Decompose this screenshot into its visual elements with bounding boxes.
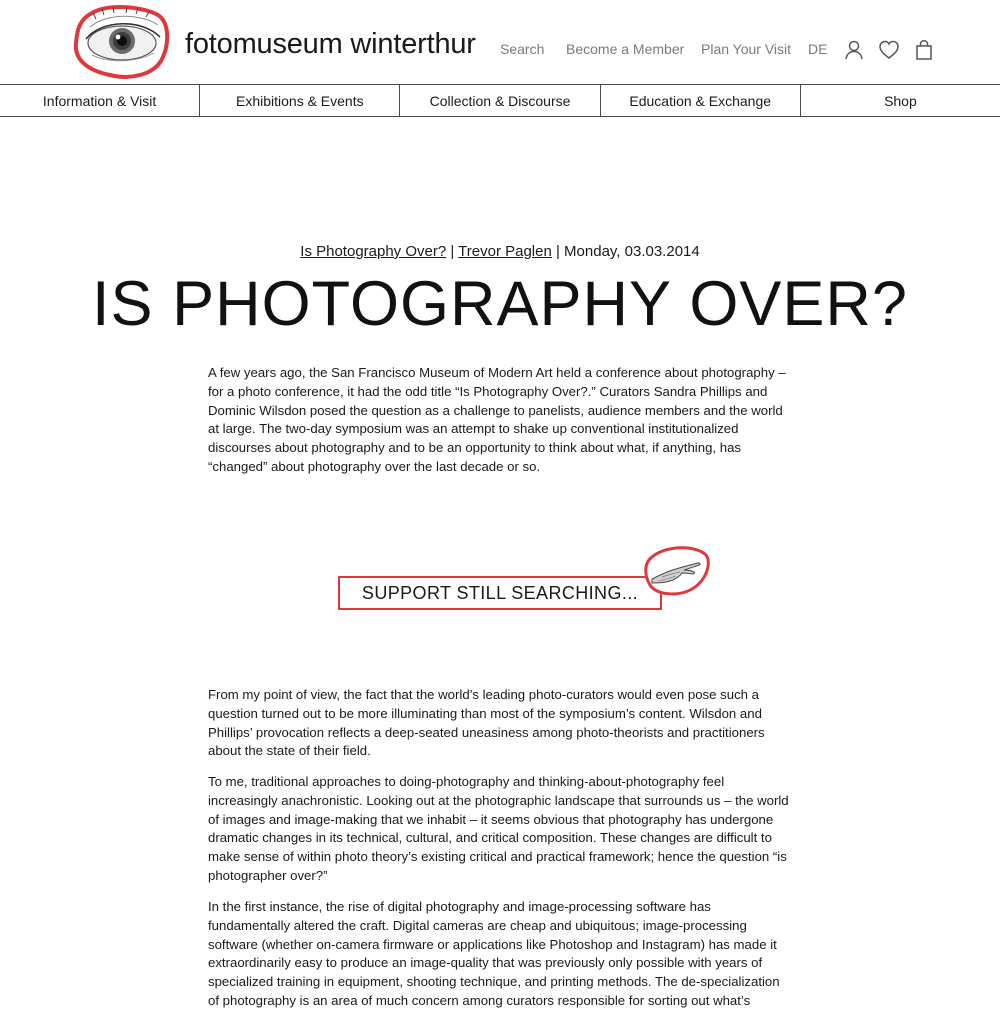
bag-icon[interactable]: [913, 39, 935, 61]
body-paragraph-3: In the first instance, the rise of digital photography and image-processing software has fundamentally altered the craft. Digital cameras are cheap and ubiquitous; image-processing software (whether on-camera firmware or applications like Photoshop and Instagram) has made it extraordinarily easy to produce an image-quality that was previously only possible with years of specialized training in equipment, shooting technique, and printing methods. The de-specialization of photography is an area of much concern among curators responsible for sorting out what’s: [208, 899, 780, 1008]
nav-exhibitions-events[interactable]: Exhibitions & Events: [200, 85, 400, 116]
author-link[interactable]: Trevor Paglen: [458, 243, 552, 260]
article-title: IS PHOTOGRAPHY OVER?: [92, 269, 908, 339]
become-member-link[interactable]: Become a Member: [566, 41, 685, 57]
support-button[interactable]: SUPPORT STILL SEARCHING...: [338, 576, 662, 610]
heart-icon[interactable]: [878, 39, 900, 61]
series-link[interactable]: Is Photography Over?: [300, 243, 447, 260]
article-meta: [0, 243, 1000, 260]
nav-shop[interactable]: Shop: [884, 92, 917, 109]
brand-name[interactable]: fotomuseum winterthur: [185, 28, 476, 60]
account-icon[interactable]: [843, 39, 865, 61]
body-paragraph-2: To me, traditional approaches to doing-photography and thinking-about-photography feel increasingly anachronistic. Looking out at the photographic landscape that surrounds us – the world of images and image-making that we inhabit – it seems obvious that photography has undergone dramatic changes in its technical, cultural, and critical composition. These changes are difficult to make sense of within photo theory’s existing critical and practical framework; hence the question “is photographer over?”: [208, 774, 789, 883]
language-switch[interactable]: DE: [808, 41, 828, 57]
nav-education-exchange[interactable]: Education & Exchange: [601, 85, 801, 116]
main-navigation: [0, 84, 1000, 117]
search-link[interactable]: Search: [500, 41, 545, 57]
site-header: [0, 0, 1000, 84]
meta-separator: |: [446, 243, 459, 260]
support-banner: [338, 545, 710, 615]
intro-paragraph: A few years ago, the San Francisco Museum of Modern Art held a conference about photography – for a photo conference, it had the odd title “Is Photography Over?.” Curators Sandra Phillips and Dominic Wilsdon posed the question as a challenge to panelists, audience members and the world at large. The two-day symposium was an attempt to shake up conventional institutionalized discourses about photography and to be an opportunity to think about what, if anything, has “changed” about photography over the last decade or so.: [208, 365, 786, 474]
pointing-hand-icon[interactable]: [642, 545, 710, 597]
nav-collection-discourse[interactable]: Collection & Discourse: [400, 85, 600, 116]
article-date: | Monday, 03.03.2014: [551, 243, 700, 260]
plan-visit-link[interactable]: Plan Your Visit: [701, 41, 792, 57]
body-paragraph-1: From my point of view, the fact that the world’s leading photo-curators would even pose such a question turned out to be more illuminating than most of the symposium’s content. Wilsdon and Phillips’ provocation reflects a deep-seated uneasiness among photo-theorists and practitioners about the state of their field.: [208, 687, 765, 759]
nav-information-visit[interactable]: Information & Visit: [0, 85, 200, 116]
